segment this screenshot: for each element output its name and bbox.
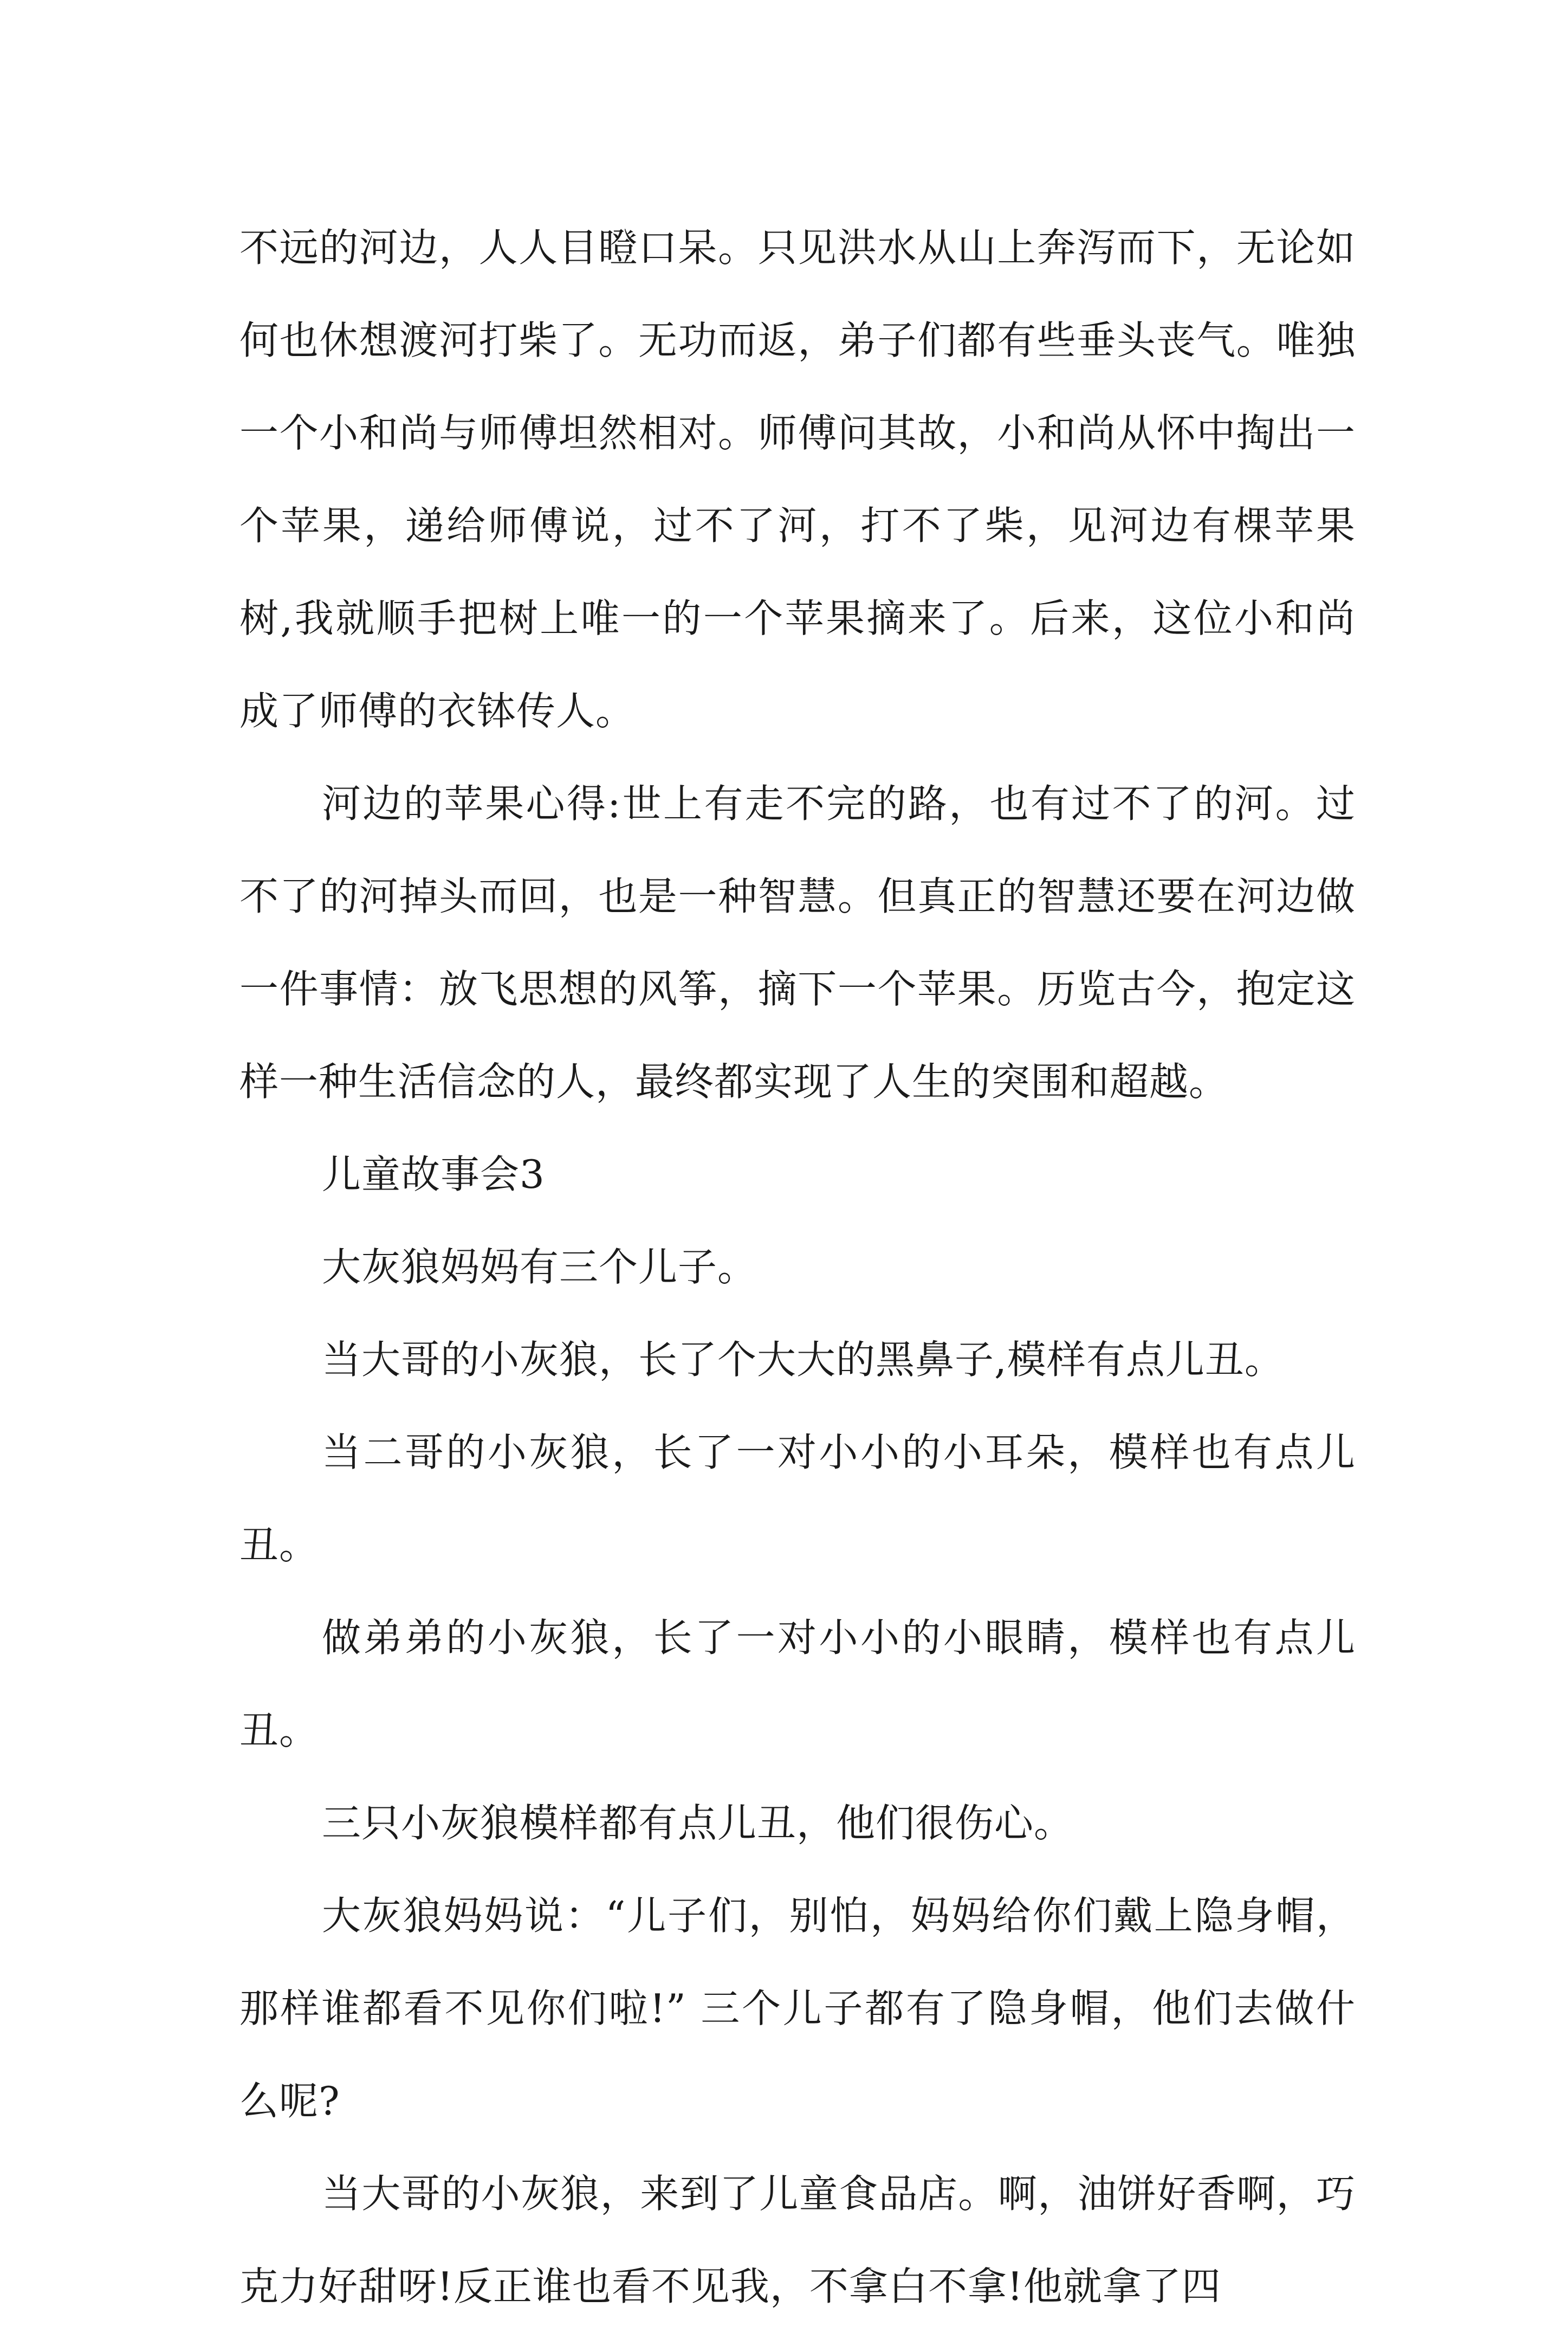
paragraph-reflection: 河边的苹果心得:世上有走不完的路，也有过不了的河。过不了的河掉头而回，也是一种智慧。但真正的智慧还要在河边做一件事情：放飞思想的风筝，摘下一个苹果。历览古今，抱定这样一种生活信念的人，最终都实现了人生的突围和超越。 xyxy=(239,781,1356,1104)
paragraph-story: 当二哥的小灰狼，长了一对小小的小耳朵，模样也有点儿丑。 xyxy=(239,1430,1356,1568)
paragraph-story: 大灰狼妈妈说：“儿子们，别怕，妈妈给你们戴上隐身帽，那样谁都看不见你们啦!” 三个儿子都有了隐身帽，他们去做什么呢? xyxy=(239,1893,1356,2124)
paragraph-story: 当大哥的小灰狼，长了个大大的黑鼻子,模样有点儿丑。 xyxy=(322,1337,1284,1382)
section-heading: 儿童故事会3 xyxy=(322,1152,545,1197)
paragraph-story: 做弟弟的小灰狼，长了一对小小的小眼睛，模样也有点儿丑。 xyxy=(239,1615,1356,1753)
paragraph-story: 三只小灰狼模样都有点儿丑，他们很伤心。 xyxy=(322,1800,1074,1846)
paragraph-story: 当大哥的小灰狼，来到了儿童食品店。啊，油饼好香啊，巧克力好甜呀!反正谁也看不见我，不拿白不拿!他就拿了四 xyxy=(239,2171,1356,2309)
paragraph-story: 大灰狼妈妈有三个儿子。 xyxy=(322,1244,757,1290)
paragraph-story-end: 不远的河边，人人目瞪口呆。只见洪水从山上奔泻而下，无论如何也休想渡河打柴了。无功而返，弟子们都有些垂头丧气。唯独一个小和尚与师傅坦然相对。师傅问其故，小和尚从怀中掏出一个苹果，递给师傅说，过不了河，打不了柴，见河边有棵苹果树,我就顺手把树上唯一的一个苹果摘来了。后来，这位小和尚成了师傅的衣钵传人。 xyxy=(239,225,1356,734)
document-body xyxy=(239,202,1356,2333)
